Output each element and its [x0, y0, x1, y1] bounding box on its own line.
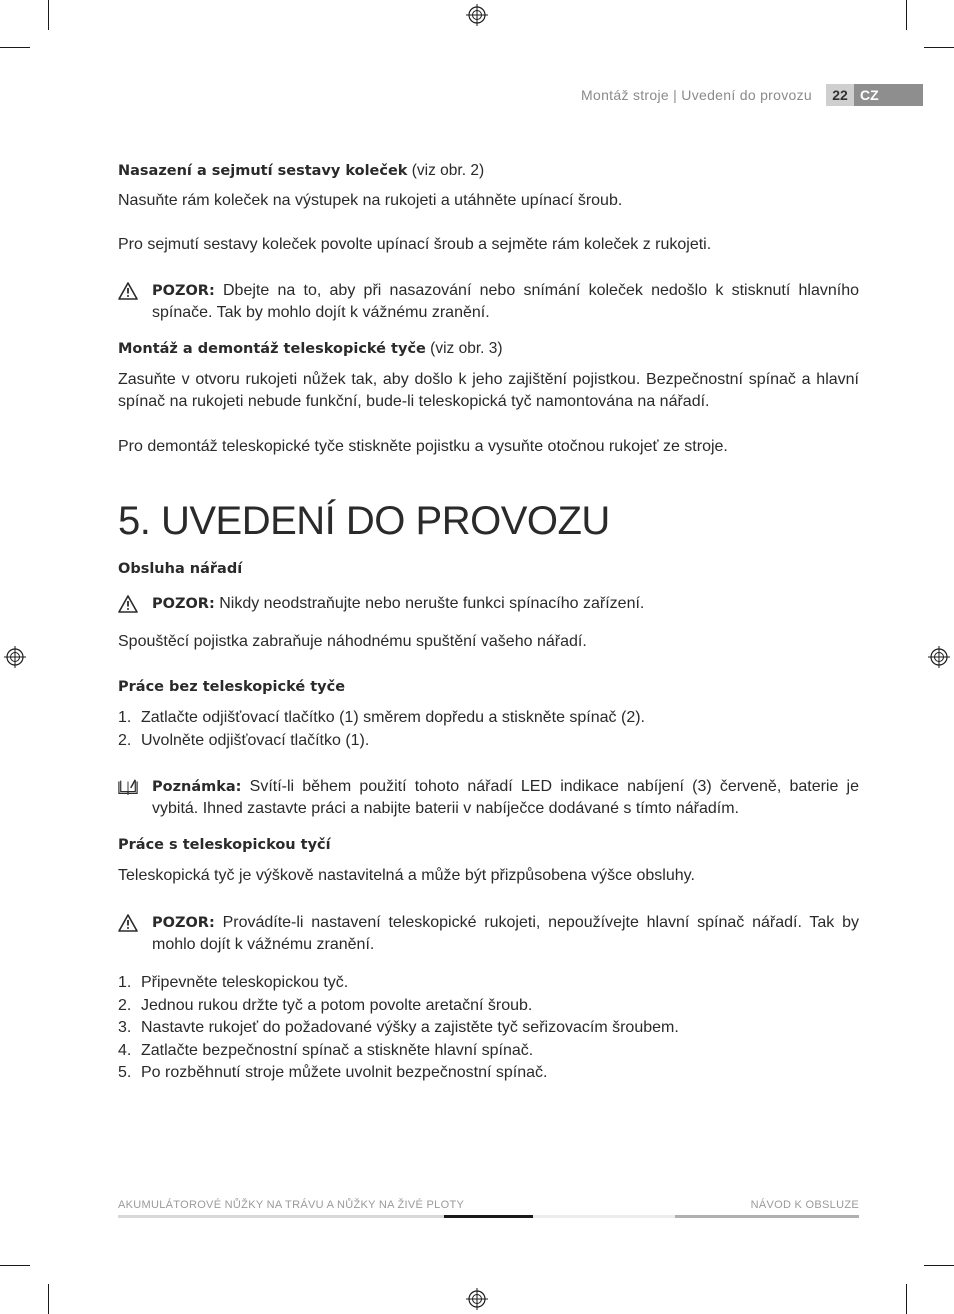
- section-heading: Obsluha nářadí: [118, 561, 243, 577]
- section-heading: Nasazení a sejmutí sestavy koleček (viz obr. 2): [118, 162, 485, 179]
- paragraph: Pro demontáž teleskopické tyče stiskněte pojistku a vysuňte otočnou rukojeť ze stroje.: [118, 438, 728, 455]
- crop-mark: [48, 1284, 49, 1314]
- footer-rule-accent: [444, 1215, 533, 1218]
- paragraph: Spouštěcí pojistka zabraňuje náhodnému spuštění vašeho nářadí.: [118, 633, 587, 650]
- crop-mark: [48, 0, 49, 30]
- warning-notice: POZOR: Provádíte-li nastavení teleskopické rukojeti, nepoužívejte hlavní spínač nářadí. Tak by mohlo dojít k vážnému zranění.: [118, 912, 859, 956]
- steps-list: [118, 972, 859, 1085]
- registration-mark-icon: [466, 1288, 488, 1310]
- note-notice: Poznámka: Svítí-li během použití tohoto nářadí LED indikace nabíjení (3) červeně, baterie je vybitá. Ihned zastavte práci a nabijte baterii v nabíječce dodávané s tímto nářadím.: [118, 776, 859, 820]
- crop-mark: [0, 1265, 30, 1266]
- steps-list: [118, 707, 859, 752]
- warning-triangle-icon: [118, 914, 138, 932]
- section-heading: Montáž a demontáž teleskopické tyče (viz obr. 3): [118, 340, 503, 357]
- crop-mark: [924, 47, 954, 48]
- warning-notice: POZOR: Dbejte na to, aby při nasazování nebo snímání koleček nedošlo k stisknutí hlavního spínače. Tak by mohlo dojít k vážnému zranění.: [118, 280, 859, 324]
- crop-mark: [906, 0, 907, 30]
- section-heading: Práce s teleskopickou tyčí: [118, 837, 331, 853]
- paragraph: Teleskopická tyč je výškově nastavitelná a může být přizpůsobena výšce obsluhy.: [118, 867, 695, 884]
- note-book-icon: [118, 778, 138, 796]
- paragraph: Nasuňte rám koleček na výstupek na rukojeti a utáhněte upínací šroub.: [118, 192, 623, 209]
- footer-product-name: AKUMULÁTOROVÉ NŮŽKY NA TRÁVU A NŮŽKY NA ŽIVÉ PLOTY: [118, 1199, 465, 1211]
- list-item: 2. Uvolněte odjišťovací tlačítko (1).: [118, 731, 370, 749]
- crop-mark: [906, 1284, 907, 1314]
- registration-mark-icon: [466, 4, 488, 26]
- crop-mark: [924, 1265, 954, 1266]
- section-heading: Práce bez teleskopické tyče: [118, 679, 346, 695]
- registration-mark-icon: [928, 646, 950, 668]
- warning-notice: POZOR: Nikdy neodstraňujte nebo nerušte funkci spínacího zařízení.: [118, 593, 859, 615]
- paragraph: Pro sejmutí sestavy koleček povolte upínací šroub a sejměte rám koleček z rukojeti.: [118, 236, 712, 253]
- chapter-title: 5. UVEDENÍ DO PROVOZU: [118, 499, 610, 543]
- list-item: 3. Nastavte rukojeť do požadované výšky a zajistěte tyč seřizovacím šroubem.: [118, 1019, 679, 1036]
- list-item: 5. Po rozběhnutí stroje můžete uvolnit bezpečnostní spínač.: [118, 1064, 548, 1081]
- footer-doc-type: NÁVOD K OBSLUZE: [750, 1199, 859, 1211]
- page-header: [0, 84, 954, 106]
- page-number: 22: [826, 84, 854, 106]
- language-badge: CZ: [854, 84, 923, 106]
- registration-mark-icon: [4, 646, 26, 668]
- crop-mark: [0, 47, 30, 48]
- main-content: [118, 160, 859, 1085]
- footer-rule: [118, 1215, 444, 1218]
- header-title: Montáž stroje | Uvedení do provozu: [581, 87, 812, 103]
- footer-rule: [533, 1215, 675, 1218]
- paragraph: Zasuňte v otvoru rukojeti nůžek tak, aby došlo k jeho zajištění pojistkou. Bezpečnostní spínač a hlavní spínač na rukojeti nebude funkční, bude-li teleskopická tyč namontována na nářadí.: [118, 371, 859, 410]
- warning-triangle-icon: [118, 595, 138, 613]
- list-item: 2. Jednou rukou držte tyč a potom povolte aretační šroub.: [118, 996, 533, 1014]
- warning-triangle-icon: [118, 282, 138, 300]
- list-item: 1. Připevněte teleskopickou tyč.: [118, 974, 349, 991]
- footer-rule: [675, 1215, 859, 1218]
- list-item: 1. Zatlačte odjišťovací tlačítko (1) směrem dopředu a stiskněte spínač (2).: [118, 709, 645, 726]
- list-item: 4. Zatlačte bezpečnostní spínač a stiskněte hlavní spínač.: [118, 1041, 534, 1059]
